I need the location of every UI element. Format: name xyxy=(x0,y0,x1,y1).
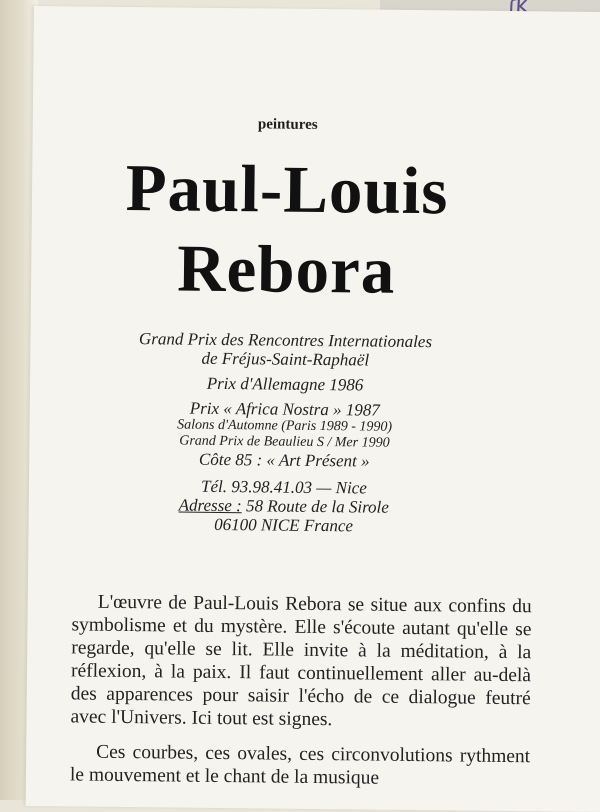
essay-text xyxy=(70,590,532,803)
genre-label: peintures xyxy=(257,116,318,133)
essay-paragraph: L'œuvre de Paul-Louis Rebora se situe aux confins du symbolisme et du mystère. Elle s'écoute autant qu'elle se regarde, qu'elle se lit. Elle invite à la méditation, à la réflexion, à la paix. Il faut continuellement aller au-delà des apparences pour saisir l'écho de ce dialogue feutré avec l'Univers. Ici tout est signes. xyxy=(70,591,532,731)
artist-name-line1: Paul-Louis xyxy=(125,150,449,229)
award-line: Grand Prix de Beaulieu S / Mer 1990 xyxy=(179,433,390,451)
address-street: 58 Route de la Sirole xyxy=(245,496,389,517)
award-line: Prix « Africa Nostra » 1987 xyxy=(189,398,380,420)
essay-paragraph: Ces courbes, ces ovales, ces circonvolutions rythment le mouvement et le chant de la musique xyxy=(69,741,531,789)
rating-line: Côte 85 : « Art Présent » xyxy=(198,449,370,471)
telephone-label: Tél. xyxy=(200,476,228,497)
award-line: Salons d'Automne (Paris 1989 - 1990) xyxy=(177,417,393,435)
award-line: Prix d'Allemagne 1986 xyxy=(206,373,364,395)
award-line: de Fréjus-Saint-Raphaël xyxy=(201,348,370,370)
award-line: Grand Prix des Rencontres Internationales xyxy=(138,329,433,352)
telephone-city: — Nice xyxy=(316,477,367,498)
telephone-number: 93.98.41.03 xyxy=(231,477,313,497)
artist-name-line2: Rebora xyxy=(176,231,396,308)
address-city: 06100 NICE France xyxy=(214,514,354,536)
document-page xyxy=(26,6,600,812)
artist-credentials xyxy=(28,328,540,537)
address-label: Adresse : xyxy=(178,495,242,516)
